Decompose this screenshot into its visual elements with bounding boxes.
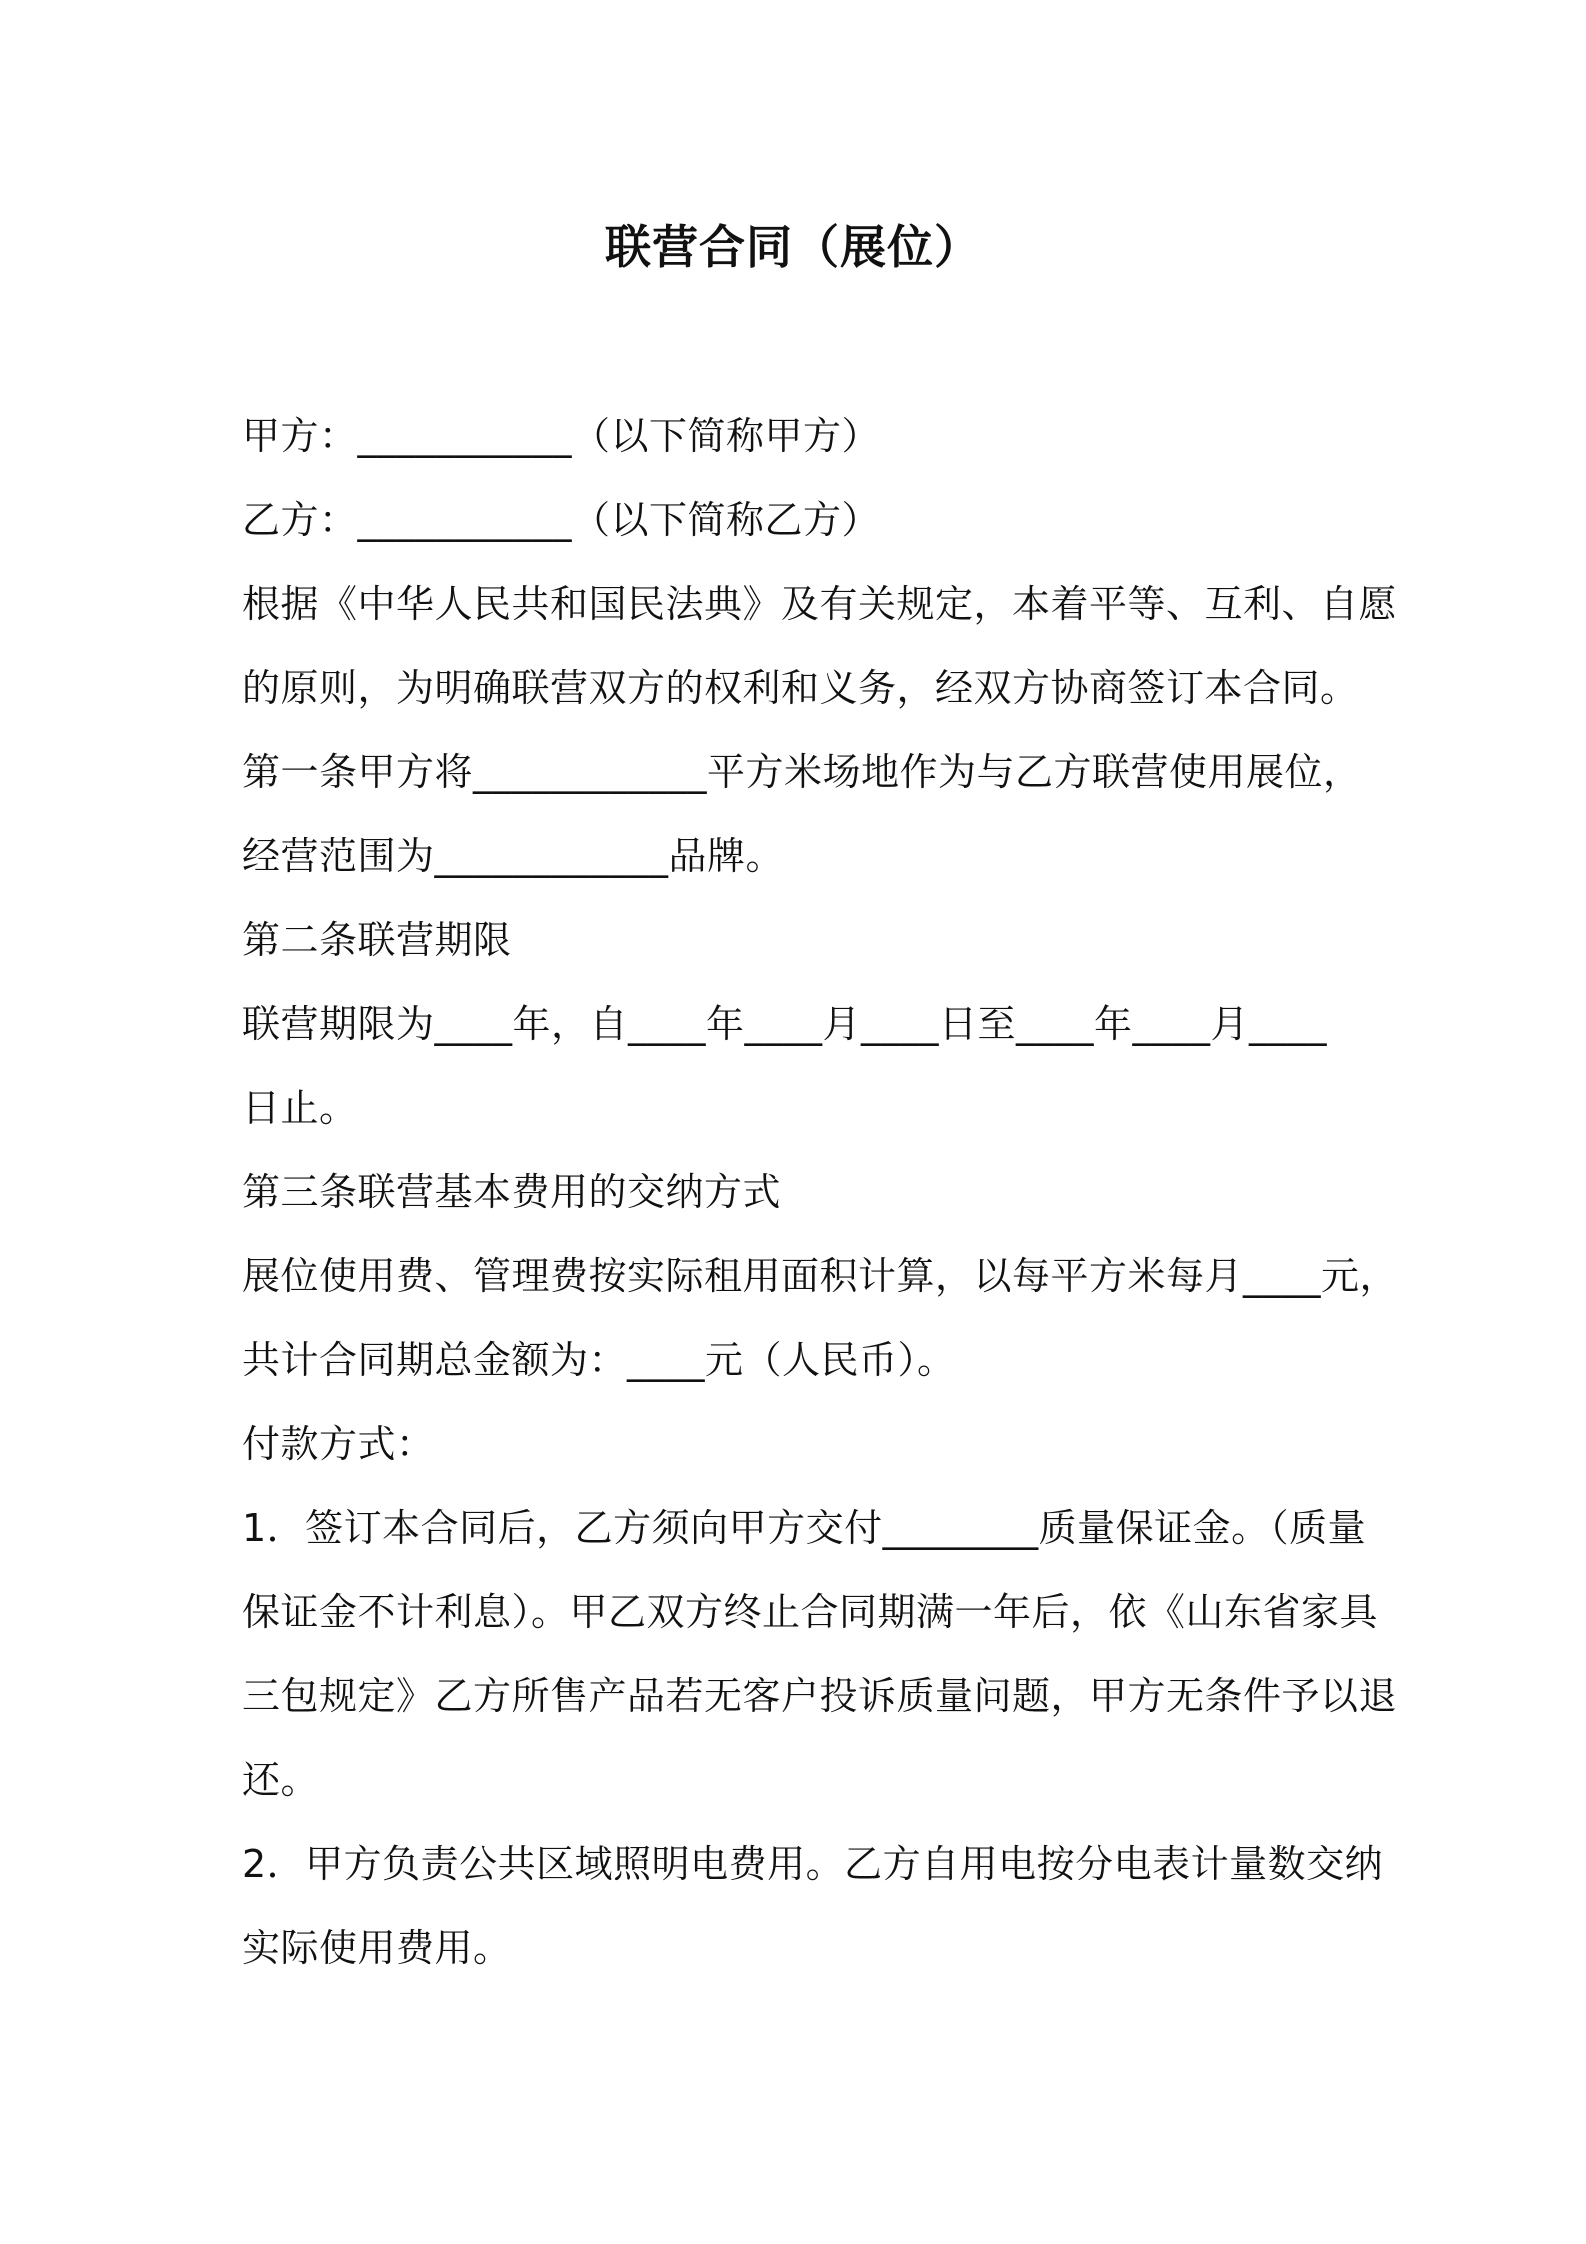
payment-item-1-line-2: 保证金不计利息）。甲乙双方终止合同期满一年后，依《山东省家具 [242,1590,1379,1634]
preamble-line-1: 根据《中华人民共和国民法典》及有关规定，本着平等、互利、自愿 [242,582,1398,626]
party-a-line: 甲方：___________（以下简称甲方） [242,414,881,458]
term-line-2: 日止。 [242,1086,358,1130]
party-b-line: 乙方：___________（以下简称乙方） [242,498,881,542]
payment-item-1-line-4: 还。 [242,1758,320,1802]
payment-item-2-line-1: 2．甲方负责公共区域照明电费用。乙方自用电按分电表计量数交纳 [242,1842,1384,1886]
fee-line-1: 展位使用费、管理费按实际租用面积计算，以每平方米每月____元， [242,1254,1399,1298]
payment-item-1-line-1: 1．签订本合同后，乙方须向甲方交付________质量保证金。（质量 [242,1506,1367,1550]
article-3-heading: 第三条联营基本费用的交纳方式 [242,1170,782,1214]
fee-line-2: 共计合同期总金额为：____元（人民币）。 [242,1338,956,1382]
article-1-line-2: 经营范围为____________品牌。 [242,834,785,878]
payment-item-2-line-2: 实际使用费用。 [242,1926,512,1970]
article-2-heading: 第二条联营期限 [242,918,512,962]
document-title: 联营合同（展位） [605,220,981,274]
preamble-line-2: 的原则，为明确联营双方的权利和义务，经双方协商签订本合同。 [242,666,1359,710]
term-line-1: 联营期限为____年，自____年____月____日至____年____月____ [242,1002,1328,1046]
article-1-line-1: 第一条甲方将____________平方米场地作为与乙方联营使用展位， [242,750,1362,794]
payment-item-1-line-3: 三包规定》乙方所售产品若无客户投诉质量问题，甲方无条件予以退 [242,1674,1398,1718]
payment-heading: 付款方式： [242,1422,435,1466]
